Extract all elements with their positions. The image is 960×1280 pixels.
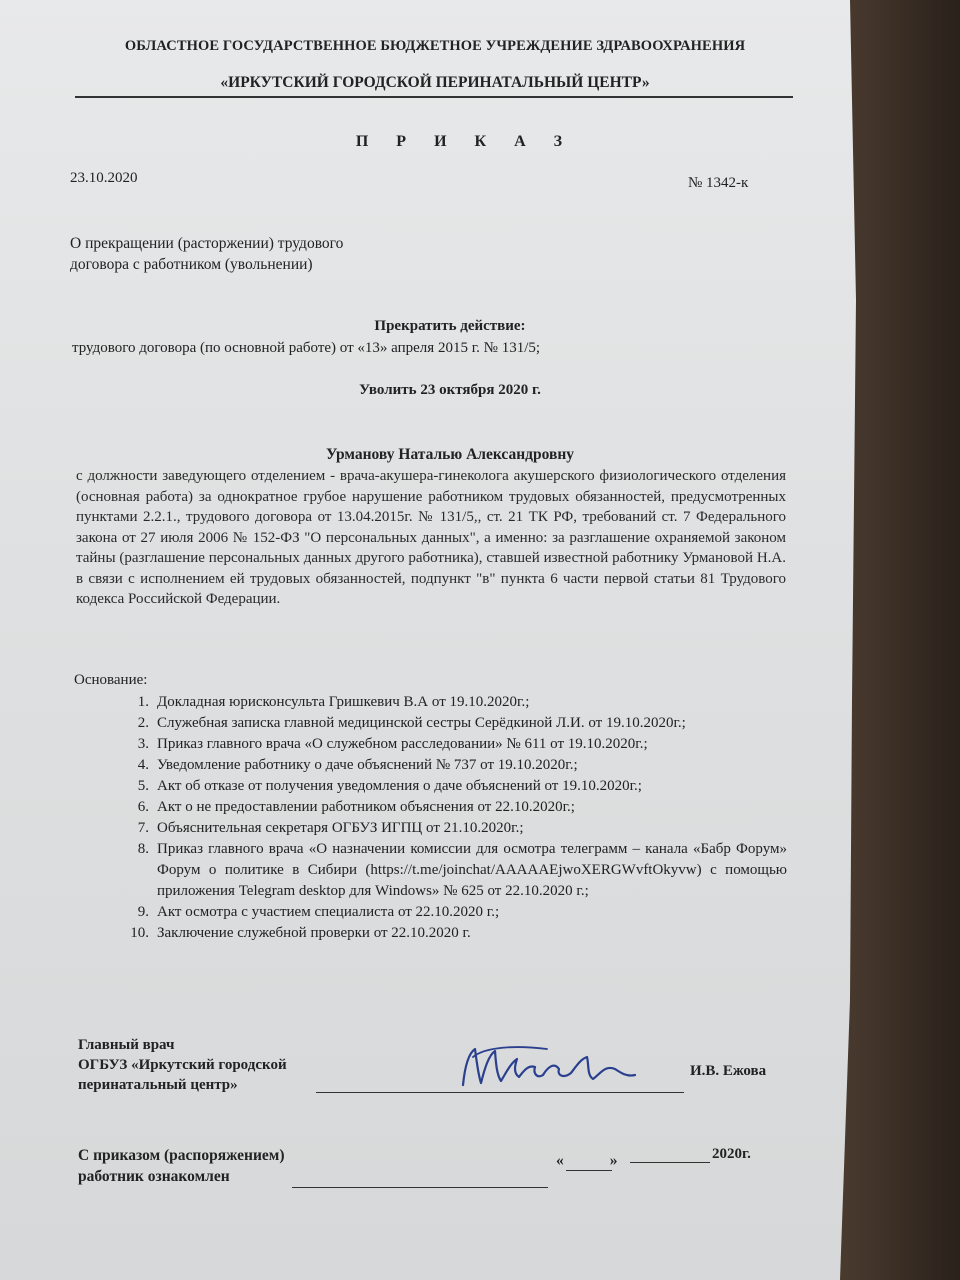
signer-name: И.В. Ежова bbox=[690, 1063, 767, 1079]
date-open-quote: « bbox=[556, 1152, 564, 1169]
list-item: 6. Акт о не предоставлении работником объяснения от 22.10.2020г.; bbox=[137, 799, 575, 815]
list-item: 2. Служебная записка главной медицинской сестры Серёдкиной Л.И. от 19.10.2020г.; bbox=[137, 715, 686, 731]
handwritten-signature bbox=[455, 1035, 640, 1095]
list-item: 4. Уведомление работнику о даче объяснений № 737 от 19.10.2020г.; bbox=[137, 757, 578, 773]
document-title: П Р И К А З bbox=[355, 133, 575, 150]
signature-line bbox=[316, 1092, 684, 1093]
document-subject bbox=[70, 233, 430, 275]
document-date: 23.10.2020 bbox=[70, 170, 138, 186]
date-close-quote: » bbox=[609, 1152, 618, 1169]
dismissal-reason: с должности заведующего отделением - врача-акушера-гинеколога акушерского физиологического отделения (основная работа) за однократное грубое нарушение работником трудовых обязанностей, предусмотренных пунктами 2.2.1., трудового договора от 13.04.2015г. № 131/5,, ст. 21 ТК РФ, требований ст. 7 Федерального закона от 27 июля 2006 № 152-ФЗ "О персональных данных", а именно: за разглашение охраняемой законом тайны (разглашение персональных данных другого работника), ставшей известной работнику Урмановой Н.А. в связи с исполнением ей трудовых обязанностей, подпункт "в" пункта 6 части первой статьи 81 Трудового кодекса Российской Федерации. bbox=[76, 468, 786, 607]
document-number: № 1342-к bbox=[688, 175, 749, 191]
list-item: 9. Акт осмотра с участием специалиста от 22.10.2020 г.; bbox=[137, 904, 500, 920]
background-surface bbox=[840, 0, 960, 1280]
acknowledgement-line-1: С приказом (распоряжением) bbox=[78, 1147, 285, 1164]
signer-position bbox=[78, 1035, 287, 1095]
signer-position-line-2: ОГБУЗ «Иркутский городской bbox=[78, 1057, 287, 1073]
list-item: 5. Акт об отказе от получения уведомления о даче объяснений от 19.10.2020г.; bbox=[137, 778, 642, 794]
acknowledgement-year: 2020г. bbox=[712, 1146, 751, 1162]
dismiss-heading: Уволить 23 октября 2020 г. bbox=[359, 382, 541, 398]
header-divider bbox=[75, 96, 793, 98]
month-blank-line bbox=[630, 1162, 710, 1163]
day-blank-line bbox=[566, 1170, 612, 1171]
action-heading: Прекратить действие: bbox=[374, 318, 526, 334]
employee-name: Урманову Наталью Александровну bbox=[325, 446, 575, 463]
signer-position-line-3: перинатальный центр» bbox=[78, 1077, 238, 1093]
institution-name: «ИРКУТСКИЙ ГОРОДСКОЙ ПЕРИНАТАЛЬНЫЙ ЦЕНТР» bbox=[220, 74, 650, 91]
list-item: 3. Приказ главного врача «О служебном расследовании» № 611 от 19.10.2020г.; bbox=[137, 736, 648, 752]
list-item: 10. Заключение служебной проверки от 22.10.2020 г. bbox=[130, 925, 471, 941]
acknowledgement-label bbox=[78, 1145, 285, 1187]
subject-line-2: договора с работником (увольнении) bbox=[70, 256, 313, 273]
action-text: трудового договора (по основной работе) от «13» апреля 2015 г. № 131/5; bbox=[72, 340, 541, 356]
institution-type: ОБЛАСТНОЕ ГОСУДАРСТВЕННОЕ БЮДЖЕТНОЕ УЧРЕЖДЕНИЕ ЗДРАВООХРАНЕНИЯ bbox=[124, 38, 746, 54]
list-item: 8. Приказ главного врача «О назначении комиссии для осмотра телеграмм – канала «Бабр Форум» Форум о политике в Сибири (https://t.me/joinchat/AAAAAEjwoXERGWvftOkyvw) с помощью приложения Telegram desktop для Windows» № 625 от 22.10.2020 г.; bbox=[137, 841, 787, 899]
acknowledgement-line-2: работник ознакомлен bbox=[78, 1168, 230, 1185]
signer-position-line-1: Главный врач bbox=[78, 1037, 175, 1053]
basis-list bbox=[125, 692, 787, 944]
list-item: 1. Докладная юрисконсульта Гришкевич В.А от 19.10.2020г.; bbox=[137, 694, 530, 710]
basis-label: Основание: bbox=[74, 672, 148, 688]
acknowledgement-date bbox=[556, 1152, 618, 1170]
employee-signature-line bbox=[292, 1187, 548, 1188]
list-item: 7. Объяснительная секретаря ОГБУЗ ИГПЦ от 21.10.2020г.; bbox=[137, 820, 524, 836]
subject-line-1: О прекращении (расторжении) трудового bbox=[70, 235, 344, 252]
